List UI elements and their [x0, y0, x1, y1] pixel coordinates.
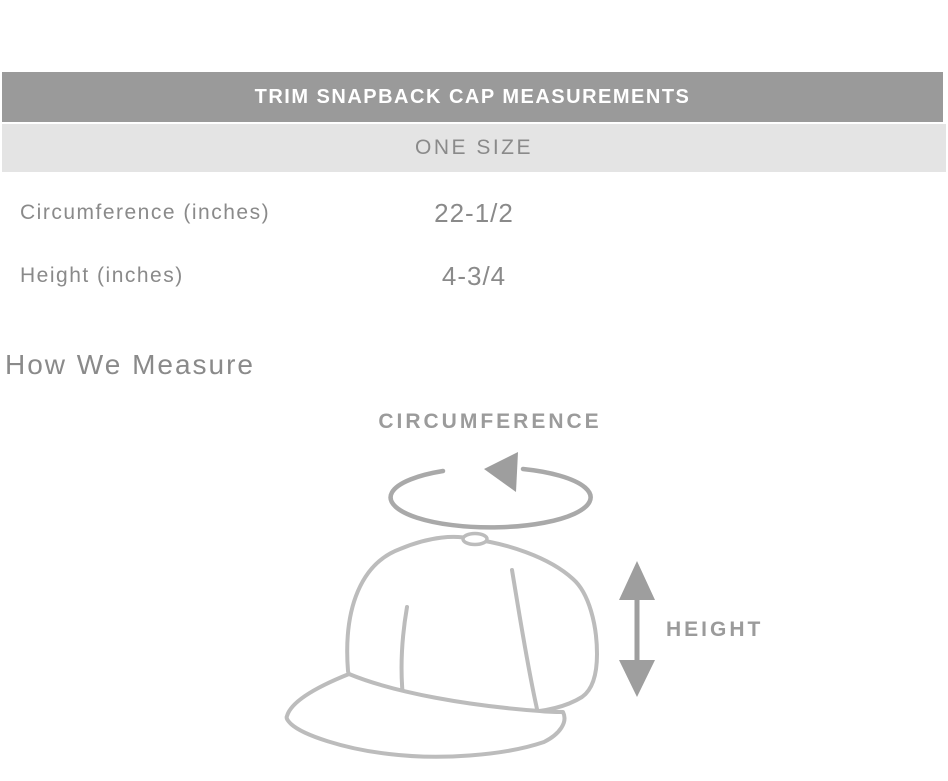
- rotation-arrow-icon: [391, 452, 591, 527]
- circumference-label: CIRCUMFERENCE: [378, 410, 602, 433]
- measurements-title: TRIM SNAPBACK CAP MEASUREMENTS: [254, 85, 691, 108]
- one-size-label: ONE SIZE: [414, 136, 534, 159]
- how-we-measure-heading: How We Measure: [5, 349, 256, 380]
- measurement-label: Circumference (inches): [20, 201, 271, 224]
- height-label: HEIGHT: [666, 618, 764, 641]
- measurement-label: Height (inches): [20, 264, 184, 287]
- height-double-arrow-icon: [619, 561, 655, 697]
- measurement-value: 4-3/4: [441, 261, 507, 291]
- snapback-cap-illustration: [287, 534, 597, 757]
- measurement-value: 22-1/2: [434, 198, 514, 228]
